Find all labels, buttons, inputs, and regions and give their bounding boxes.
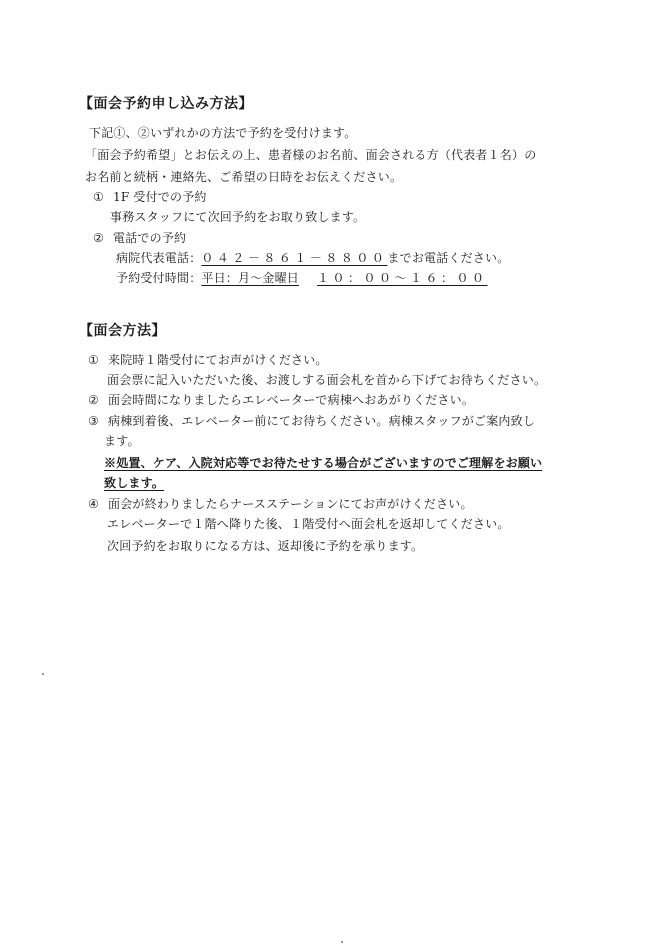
step-text: 面会時間になりましたらエレベーターで病棟へおあがりください。: [108, 393, 475, 407]
hours-label: 予約受付時間：: [116, 271, 202, 285]
step-text-continued: 面会票に記入いただいた後、お渡しする面会札を首から下げてお待ちください。: [107, 373, 547, 387]
scan-speck: [341, 941, 343, 943]
step-text: 病棟到着後、エレベーター前にてお待ちください。病棟スタッフがご案内致し: [108, 414, 536, 428]
step-item: [88, 392, 474, 408]
step-number: ①: [88, 353, 99, 367]
step-item: [88, 496, 473, 512]
method-title: 1F 受付での予約: [113, 190, 207, 204]
step-text-continued: ます。: [104, 434, 140, 448]
method-number: ②: [93, 231, 104, 245]
phone-suffix: までお電話ください。: [387, 251, 510, 265]
section-heading-visiting: 【面会方法】: [79, 323, 166, 339]
section-heading-reservation: 【面会予約申し込み方法】: [79, 96, 253, 112]
step-number: ④: [88, 497, 99, 511]
step-text-continued: エレベーターで１階へ降りた後、１階受付へ面会札を返却してください。: [107, 517, 510, 531]
hours-line: [116, 270, 488, 286]
intro-line: お名前と続柄・連絡先、ご希望の日時をお伝えください。: [85, 170, 403, 184]
method-description: 事務スタッフにて次回予約をお取り致します。: [110, 210, 366, 224]
step-item: [88, 413, 535, 429]
hours-time: １０：００～１６：００: [317, 271, 488, 285]
phone-line: [116, 250, 509, 266]
step-number: ③: [88, 414, 99, 428]
phone-label: 病院代表電話：: [116, 251, 202, 265]
step-item: [88, 352, 328, 368]
caution-note: ※処置、ケア、入院対応等でお待たせする場合がございますのでご理解をお願い: [104, 456, 543, 470]
step-text-continued: 次回予約をお取りになる方は、返却後に予約を承ります。: [107, 539, 424, 553]
method-item-phone: [93, 230, 186, 246]
phone-number: ０４２－８６１－８８００: [201, 251, 388, 265]
hours-days: 平日：月～金曜日: [201, 271, 300, 285]
caution-note-continued: 致します。: [104, 476, 165, 490]
method-number: ①: [93, 190, 104, 204]
step-text: 面会が終わりましたらナースステーションにてお声がけください。: [108, 497, 473, 511]
step-text: 来院時１階受付にてお声がけください。: [108, 353, 328, 367]
step-number: ②: [88, 393, 99, 407]
method-item-reception: [93, 189, 207, 205]
intro-line: 「面会予約希望」とお伝えの上、患者様のお名前、面会される方（代表者１名）の: [85, 148, 537, 162]
method-title: 電話での予約: [113, 231, 187, 245]
scan-speck: [42, 673, 44, 675]
intro-line: 下記①、②いずれかの方法で予約を受付けます。: [89, 126, 357, 140]
